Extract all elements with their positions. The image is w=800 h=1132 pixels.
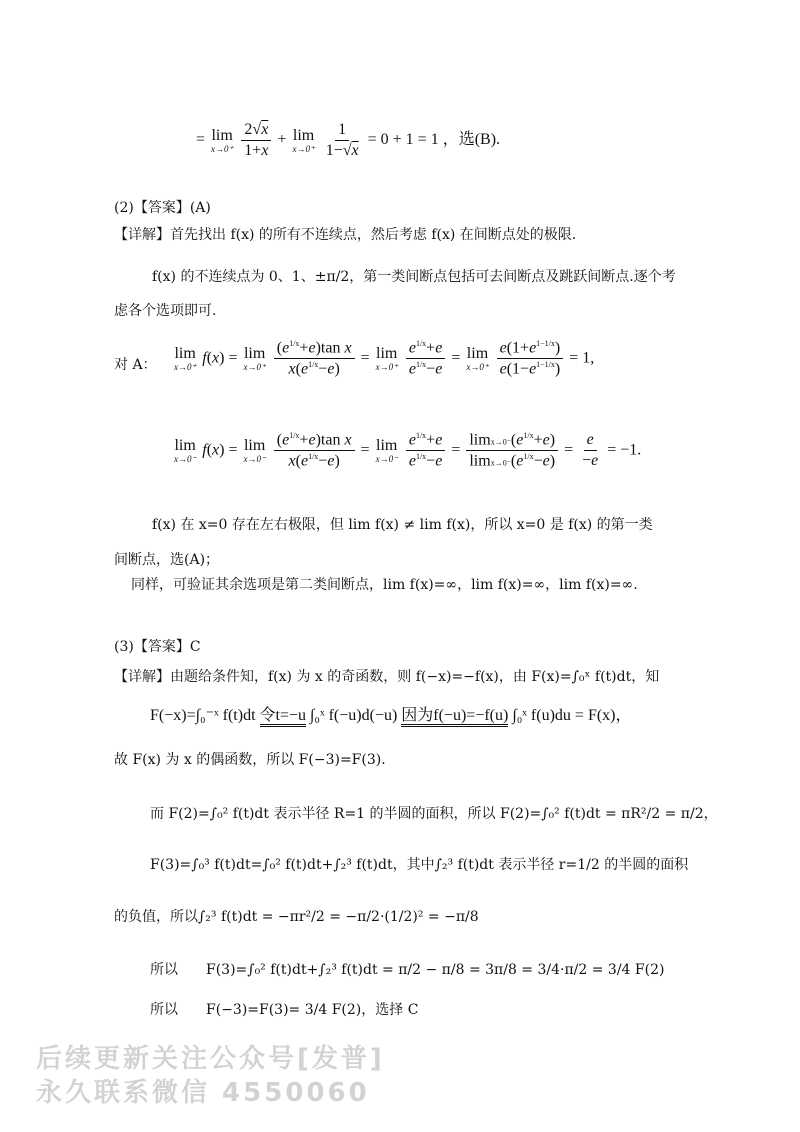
q3-detail: 【详解】由题给条件知，f(x) 为 x 的奇函数，则 f(−x)=−f(x)，由 F(x)=∫₀ˣ f(t)dt，知 (114, 669, 660, 685)
rhs-plus: = 1, (569, 349, 595, 367)
eq1-mid: ∫₀ˣ f(−u)d(−u) (310, 707, 398, 724)
q2-detail: 【详解】首先找出 f(x) 的所有不连续点，然后考虑 f(x) 在间断点处的极限. (114, 227, 577, 243)
watermark-line2: 永久联系微信 4550060 (36, 1078, 370, 1108)
q3-eq-f3: F(3)=∫₀² f(t)dt+∫₂³ f(t)dt = π/2 − π/8 = 3π/8 = 3/4·π/2 = 3/4 F(2) (206, 962, 665, 978)
q2-para2a: f(x) 在 x=0 存在左右极限，但 lim f(x) ≠ lim f(x)，所以 x=0 是 f(x) 的第一类 (152, 517, 653, 533)
limit-left-equation: lim x→0⁻ f(x) = lim x→0⁻ $\frac{(e^{1/x}+e)\tan x}{x(e^{1/x}-e)}$ = lim x→0⁻ $\frac{e^{1/x}+e}{e^{1/x}-e}$ = $\frac{\lim x\to 0^-(e^{1/x}+e)}{\lim x\to 0^-(e^{1/x}-e)}$ = $\frac{e}{-e}$ = −1. (174, 431, 642, 470)
q3-suoyi-2: 所以 (150, 1002, 178, 1018)
q2-para2b: 间断点，选(A)； (114, 552, 220, 568)
q2-dui-a: 对 A： (114, 357, 157, 373)
q3-f3: F(3)=∫₀³ f(t)dt=∫₀² f(t)dt+∫₂³ f(t)dt，其中∫₂³ f(t)dt 表示半径 r=1/2 的半圆的面积 (150, 857, 689, 873)
rhs-minus: = −1. (607, 441, 642, 459)
q3-negative: 的负值，所以∫₂³ f(t)dt = −πr²/2 = −π/2·(1/2)² = −π/8 (114, 909, 479, 925)
q2-para1a: f(x) 的不连续点为 0、1、±π/2，第一类间断点包括可去间断点及跳跃间断点.逐个考 (152, 269, 676, 285)
q3-even: 故 F(x) 为 x 的偶函数，所以 F(−3)=F(3). (114, 752, 386, 768)
eq1-right: ∫₀ˣ f(u)du = F(x)， (512, 707, 632, 724)
eq1-substitution: 令t=−u (260, 707, 307, 727)
q2-para1b: 虑各个选项即可. (114, 303, 217, 319)
q2-header: (2)【答案】(A) (114, 200, 211, 216)
q3-header: (3)【答案】C (114, 639, 201, 655)
limit-right-equation: lim x→0⁺ f(x) = lim x→0⁺ $\frac{(e^{1/x}+e)\tan x}{x(e^{1/x}-e)}$ = lim x→0⁺ $\frac{e^{1/x}+e}{e^{1/x}-e}$ = lim x→0⁺ $\frac{e(1+e^{1-1/x})}{e(1-e^{1-1/x})}$ = 1, (174, 339, 595, 378)
q3-eq1 (150, 708, 632, 724)
q3-eq-final: F(−3)=F(3)= 3/4 F(2)，选择 C (206, 1002, 419, 1018)
top-equation: = lim x→0⁺ $\frac{2√x}{1+x}$ + lim x→0⁺ $\frac{1}{1-√x}$ = 0 + 1 = 1 ，选(B). (196, 121, 501, 159)
eq1-reason: 因为f(−u)=−f(u) (401, 707, 508, 727)
q3-suoyi-1: 所以 (150, 962, 178, 978)
eq1-left: F(−x)=∫₀⁻ˣ f(t)dt (150, 707, 256, 724)
q2-para3: 同样，可验证其余选项是第二类间断点，lim f(x)=∞，lim f(x)=∞，lim f(x)=∞. (131, 577, 638, 593)
watermark-line1: 后续更新关注公众号[发普] (36, 1044, 385, 1074)
q3-f2: 而 F(2)=∫₀² f(t)dt 表示半径 R=1 的半圆的面积，所以 F(2)=∫₀² f(t)dt = πR²/2 = π/2， (150, 806, 718, 822)
